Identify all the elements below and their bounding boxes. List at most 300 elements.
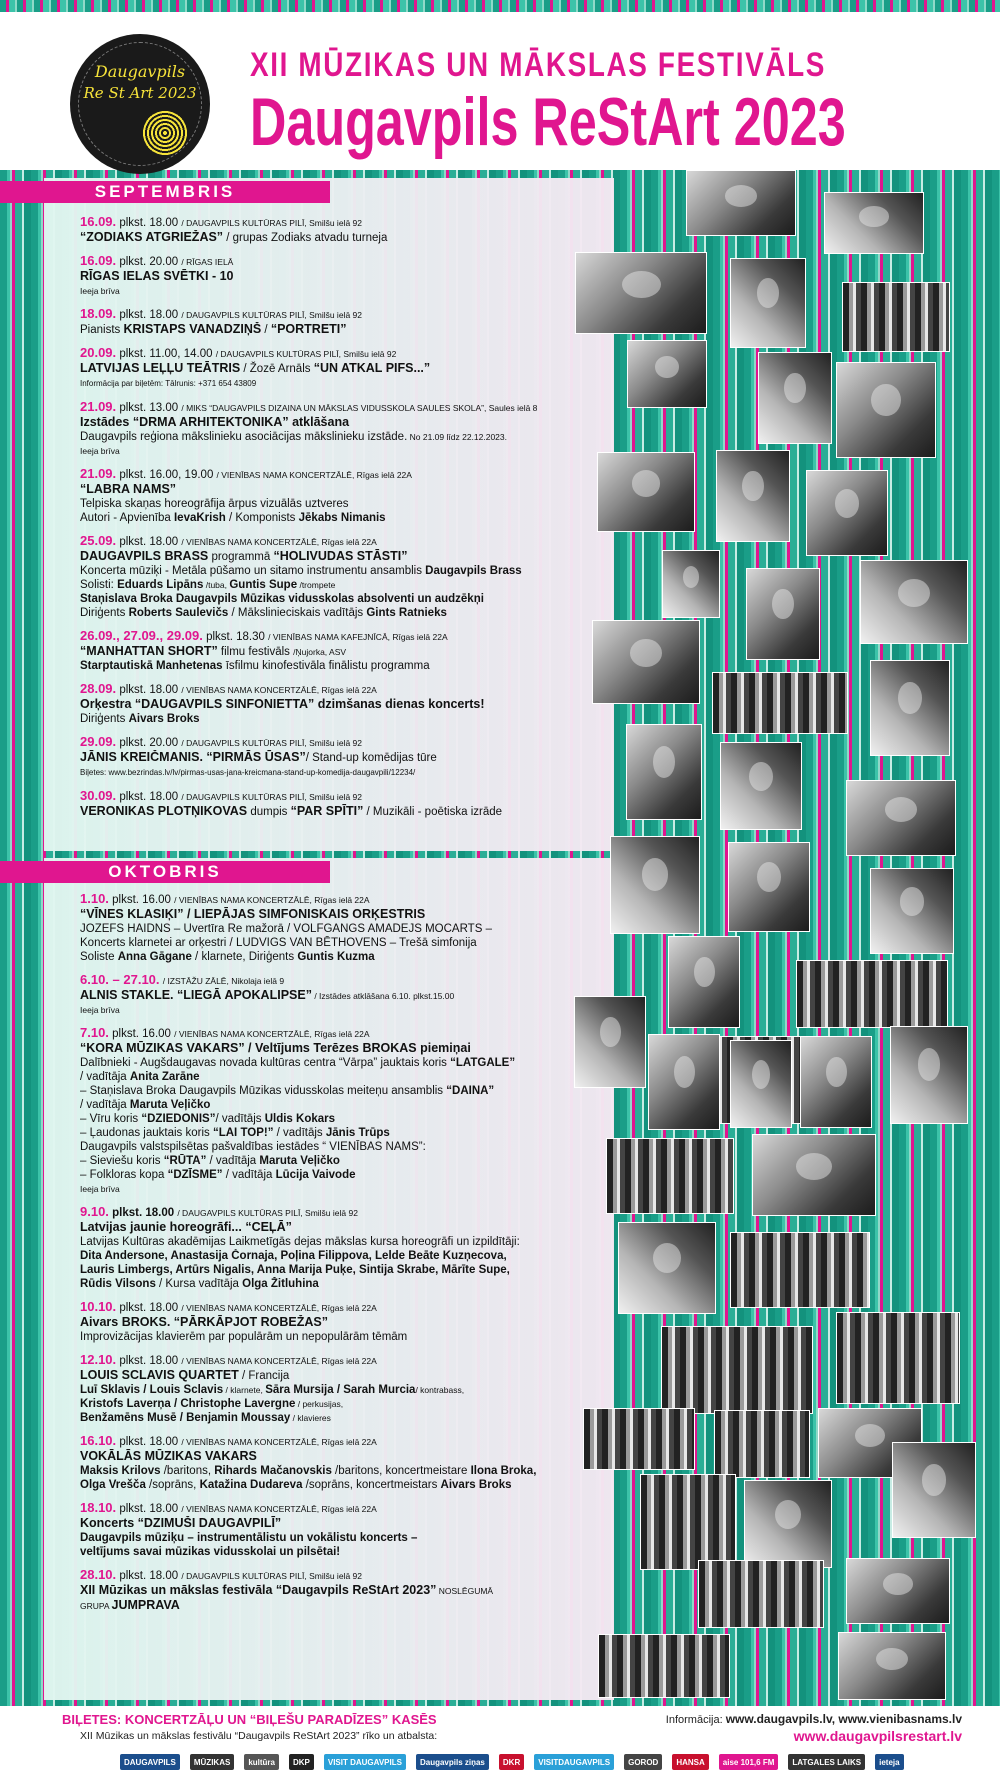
event-date: 21.09. bbox=[80, 467, 117, 481]
event-date: 18.09. bbox=[80, 307, 117, 321]
event-text: Eduards Lipāns bbox=[117, 579, 204, 591]
event-text: plkst. 18.00 bbox=[116, 1503, 182, 1515]
event-date: 21.09. bbox=[80, 400, 117, 414]
event-text: Sāra Mursija / Sarah Murcia bbox=[265, 1384, 416, 1396]
event-text: Kristofs Laverņa / Christophe Lavergne bbox=[80, 1398, 296, 1410]
event-detail-line bbox=[80, 936, 600, 950]
event-text: / VIENĪBAS NAMA KONCERTZĀLĒ, Rīgas ielā 22A bbox=[181, 1437, 377, 1447]
event-text: ALNIS STAKLE. “LIEGĀ APOKALIPSE” bbox=[80, 988, 312, 1002]
photo bbox=[728, 842, 810, 932]
event-detail-line bbox=[80, 1368, 600, 1383]
event-text: – Staņislava Broka Daugavpils Mūzikas vidusskolas meiteņu ansamblis bbox=[80, 1085, 447, 1097]
event-text: Anita Zarāne bbox=[129, 1071, 200, 1083]
event-text: Diriģents bbox=[80, 607, 129, 619]
event-text: Rūdis Vilsons bbox=[80, 1278, 156, 1290]
event-item bbox=[80, 400, 600, 458]
event-text: RĪGAS IELAS SVĒTKI - 10 bbox=[80, 269, 234, 283]
photo bbox=[661, 1326, 813, 1414]
event-detail-line bbox=[80, 230, 600, 245]
sponsor-logo: HANSA bbox=[672, 1754, 708, 1770]
event-detail-line bbox=[80, 606, 600, 620]
photo bbox=[846, 1558, 950, 1624]
event-text: VERONIKAS PLOTŅIKOVAS bbox=[80, 804, 248, 818]
event-text: “DAINA” bbox=[446, 1085, 495, 1097]
event-text: No 21.09 līdz 22.12.2023. bbox=[407, 432, 507, 442]
event-text: plkst. 20.00 bbox=[116, 737, 182, 749]
event-item bbox=[80, 1568, 600, 1613]
event-detail-line bbox=[80, 765, 600, 780]
event-text: Dalībnieki - Augšdaugavas novada kultūras centra “Vārpa” jauktais koris bbox=[80, 1057, 451, 1069]
photo bbox=[892, 1442, 976, 1538]
event-text: Biļetes: www.bezrindas.lv/lv/pirmas-usas-jana-kreicmana-stand-up-komedija-daugavpili/12234/ bbox=[80, 768, 416, 777]
event-detail-line bbox=[80, 482, 600, 497]
sponsor-logo: ieteja bbox=[875, 1754, 903, 1770]
event-detail-line bbox=[80, 1411, 600, 1425]
event-detail-line bbox=[80, 1168, 600, 1182]
sponsor-logo: MŪZIKAS bbox=[190, 1754, 234, 1770]
event-text: Olga Vrešča bbox=[80, 1479, 146, 1491]
photo bbox=[712, 672, 848, 734]
photo bbox=[606, 1138, 734, 1214]
event-detail-line bbox=[80, 376, 600, 391]
event-detail-line bbox=[80, 1263, 600, 1277]
event-text: Ieeja brīva bbox=[80, 286, 120, 296]
event-text: “LABRA NAMS” bbox=[80, 482, 177, 496]
event-detail-line bbox=[80, 1098, 600, 1112]
section-heading-october: OKTOBRIS bbox=[0, 861, 330, 883]
event-text: “DRMA ARHITEKTONIKA” bbox=[132, 415, 289, 429]
event-text: / vadītāja bbox=[206, 1155, 260, 1167]
event-text: Koncerta mūziķi - Metāla pūšamo un sitamo instrumentu ansamblis bbox=[80, 565, 426, 577]
event-text: / vadītāja bbox=[222, 1169, 276, 1181]
event-date-line bbox=[80, 682, 600, 697]
photo bbox=[597, 452, 695, 532]
event-item bbox=[80, 534, 600, 620]
photo bbox=[598, 1634, 730, 1698]
event-detail-line bbox=[80, 1598, 600, 1613]
event-date: 25.09. bbox=[80, 534, 117, 548]
event-date: 6.10. – 27.10. bbox=[80, 973, 160, 987]
event-date: 30.09. bbox=[80, 789, 117, 803]
photo bbox=[668, 936, 740, 1028]
photo bbox=[730, 1232, 870, 1308]
event-text: Luī Sklavis / Louis Sclavis bbox=[80, 1384, 224, 1396]
event-detail-line bbox=[80, 1112, 600, 1126]
photo bbox=[714, 1410, 810, 1478]
event-detail-line bbox=[80, 415, 600, 430]
event-text: Latvijas Kultūras akadēmijas Laikmetīgās dejas mākslas kursa horeogrāfi un izpildītāji: bbox=[80, 1236, 520, 1248]
event-text: / MIKS “DAUGAVPILS DIZAINA UN MĀKSLAS VIDUSSKOLA SAULES SKOLA”, Saules ielā 8 bbox=[181, 403, 538, 413]
info-links[interactable]: www.daugavpils.lv, www.vienibasnams.lv bbox=[725, 1712, 962, 1726]
event-text: Maruta Veļičko bbox=[129, 1099, 211, 1111]
event-detail-line bbox=[80, 712, 600, 726]
sponsor-logo: Daugavpils ziņas bbox=[416, 1754, 489, 1770]
event-detail-line bbox=[80, 1583, 600, 1598]
event-text: Soliste bbox=[80, 951, 118, 963]
event-text: Latvijas jaunie horeogrāfi... “CEĻĀ” bbox=[80, 1220, 292, 1234]
event-date-line bbox=[80, 1501, 600, 1516]
event-detail-line bbox=[80, 1277, 600, 1291]
event-text: VOKĀLĀS MŪZIKAS VAKARS bbox=[80, 1449, 257, 1463]
event-text: Anna Gāgane bbox=[117, 951, 192, 963]
photo bbox=[730, 1040, 792, 1128]
event-text: “PORTRETI” bbox=[270, 322, 347, 336]
event-text: veltījums savai mūzikas vidusskolai un pilsētai! bbox=[80, 1546, 341, 1558]
event-text: Ieeja brīva bbox=[80, 1184, 120, 1194]
photo bbox=[592, 620, 700, 704]
event-text: / vadītājs bbox=[273, 1127, 326, 1139]
event-item bbox=[80, 215, 600, 245]
event-text: Aivars Broks bbox=[128, 713, 200, 725]
event-text: /baritons, koncertmeistare bbox=[331, 1465, 471, 1477]
photo bbox=[618, 1222, 716, 1314]
photo bbox=[744, 1480, 832, 1568]
sponsor-logo: kultūra bbox=[244, 1754, 279, 1770]
event-text: Autori - Apvienība bbox=[80, 512, 174, 524]
event-date-line bbox=[80, 215, 600, 230]
event-date-line bbox=[80, 400, 600, 415]
photo bbox=[870, 660, 950, 756]
event-text: Ilona Broka, bbox=[470, 1465, 537, 1477]
photo bbox=[752, 1134, 876, 1216]
event-text: Gints Ratnieks bbox=[366, 607, 447, 619]
event-text: plkst. 18.00 bbox=[116, 217, 182, 229]
photo bbox=[846, 780, 956, 856]
event-text: Aivars BROKS. “PĀRKĀPJOT ROBEŽAS” bbox=[80, 1315, 328, 1329]
event-text: plkst. 18.00 bbox=[116, 791, 182, 803]
event-date-line bbox=[80, 307, 600, 322]
event-text: “KORA MŪZIKAS VAKARS” / Veltījums Terēzes BROKAS piemiņai bbox=[80, 1041, 471, 1055]
event-text: Orķestra bbox=[80, 697, 135, 711]
photo bbox=[686, 170, 796, 236]
event-date-line bbox=[80, 346, 600, 361]
event-text: Improvizācijas klavierēm par populārām un nepopulārām tēmām bbox=[80, 1331, 408, 1343]
event-detail-line bbox=[80, 1478, 600, 1492]
tickets-info: BIĻETES: KONCERTZĀĻU UN “BIĻEŠU PARADĪZES” KASĒS bbox=[62, 1712, 437, 1727]
photo bbox=[758, 352, 832, 444]
event-detail-line bbox=[80, 549, 600, 564]
event-detail-line bbox=[80, 1235, 600, 1249]
event-text: – Ļaudonas jauktais koris bbox=[80, 1127, 213, 1139]
event-detail-line bbox=[80, 1220, 600, 1235]
event-detail-line bbox=[80, 1182, 600, 1196]
event-text: Solisti: bbox=[80, 579, 118, 591]
info-line bbox=[666, 1712, 962, 1726]
event-date-line bbox=[80, 467, 600, 482]
event-text: dzimšanas dienas koncerts! bbox=[314, 697, 485, 711]
photo bbox=[626, 724, 702, 820]
event-detail-line bbox=[80, 907, 600, 922]
event-item bbox=[80, 1026, 600, 1196]
event-item bbox=[80, 307, 600, 337]
october-events bbox=[80, 892, 600, 1622]
event-text: / Komponists bbox=[225, 512, 299, 524]
event-date: 28.10. bbox=[80, 1568, 117, 1582]
event-detail-line bbox=[80, 1545, 600, 1559]
event-text: “HOLIVUDAS STĀSTI” bbox=[273, 549, 408, 563]
event-text: “RŪTA” bbox=[163, 1155, 207, 1167]
event-text: Uldis Kokars bbox=[264, 1113, 336, 1125]
event-text: / VIENĪBAS NAMA KONCERTZĀLĒ, Rīgas ielā 22A bbox=[174, 895, 370, 905]
event-text: GRUPA bbox=[80, 1601, 112, 1611]
event-date: 16.10. bbox=[80, 1434, 117, 1448]
support-text: XII Mūzikas un mākslas festivālu “Daugavpils ReStArt 2023” rīko un atbalsta: bbox=[80, 1730, 438, 1742]
info-label: Informācija: bbox=[665, 1714, 723, 1726]
event-text: “PAR SPĪTI” bbox=[290, 804, 364, 818]
photo bbox=[890, 1026, 968, 1124]
event-text: Olga Žitluhina bbox=[242, 1278, 319, 1290]
event-detail-line bbox=[80, 644, 600, 659]
event-text: “MANHATTAN SHORT” bbox=[80, 644, 218, 658]
event-text: / RĪGAS IELĀ bbox=[181, 257, 234, 267]
event-text: Lūcija Vaivode bbox=[275, 1169, 356, 1181]
event-text: / DAUGAVPILS KULTŪRAS PILĪ, Smilšu ielā 92 bbox=[181, 218, 362, 228]
photo bbox=[838, 1632, 946, 1700]
photo bbox=[836, 1312, 960, 1404]
event-date-line bbox=[80, 1026, 600, 1041]
event-item bbox=[80, 682, 600, 726]
event-detail-line bbox=[80, 1126, 600, 1140]
photo bbox=[720, 742, 802, 830]
event-date-line bbox=[80, 973, 600, 988]
event-text: / VIENĪBAS NAMA KONCERTZĀLĒ, Rīgas ielā 22A bbox=[181, 537, 377, 547]
photo bbox=[842, 282, 950, 352]
event-detail-line bbox=[80, 1516, 600, 1531]
event-text: JĀNIS KREIČMANIS. “PIRMĀS ŪSAS” bbox=[80, 750, 306, 764]
event-date: 28.09. bbox=[80, 682, 117, 696]
event-date-line bbox=[80, 892, 600, 907]
photo bbox=[640, 1474, 736, 1570]
event-text: Jēkabs Nimanis bbox=[298, 512, 386, 524]
photo bbox=[870, 868, 954, 954]
event-text: Lauris Limbergs, Artūrs Nigalis, Anna Marija Puķe, Sintija Skrabe, Mārīte Supe, bbox=[80, 1264, 510, 1276]
event-text: “VĪNES KLASIĶI” / LIEPĀJAS SIMFONISKAIS ORĶESTRIS bbox=[80, 907, 426, 921]
festival-subtitle: XII MŪZIKAS UN MĀKSLAS FESTIVĀLS bbox=[250, 46, 827, 84]
event-text: / Izstādes atklāšana 6.10. plkst.15.00 bbox=[311, 991, 455, 1001]
event-text: Informācija par biļetēm: Tālrunis: +371 654 43809 bbox=[80, 379, 257, 388]
event-text: / Žozē Arnāls bbox=[240, 363, 314, 375]
event-text: / kontrabass, bbox=[415, 1385, 465, 1395]
event-detail-line bbox=[80, 804, 600, 819]
event-text: Diriģents bbox=[80, 713, 129, 725]
event-date: 20.09. bbox=[80, 346, 117, 360]
event-date: 7.10. bbox=[80, 1026, 109, 1040]
event-item bbox=[80, 1300, 600, 1344]
event-text: atklāšana bbox=[288, 415, 350, 429]
photo bbox=[662, 550, 720, 618]
event-text: “UN ATKAL PIFS...” bbox=[313, 361, 431, 375]
event-text: – Sieviešu koris bbox=[80, 1155, 164, 1167]
event-detail-line bbox=[80, 1531, 600, 1545]
event-text: / klarnete, bbox=[223, 1385, 266, 1395]
event-text: / DAUGAVPILS KULTŪRAS PILĪ, Smilšu ielā 92 bbox=[177, 1208, 358, 1218]
photo bbox=[610, 836, 700, 934]
event-detail-line bbox=[80, 269, 600, 284]
event-date: 16.09. bbox=[80, 254, 117, 268]
event-text: Aivars Broks bbox=[440, 1479, 512, 1491]
event-text: /tuba, bbox=[203, 580, 230, 590]
event-detail-line bbox=[80, 430, 600, 444]
event-text: “DZIEDONIS” bbox=[141, 1113, 216, 1125]
event-detail-line bbox=[80, 1056, 600, 1070]
event-text: / DAUGAVPILS KULTŪRAS PILĪ, Smilšu ielā 92 bbox=[215, 349, 397, 359]
event-text: / perkusijas, bbox=[295, 1399, 344, 1409]
event-text: Jānis Trūps bbox=[325, 1127, 390, 1139]
event-text: / VIENĪBAS NAMA KONCERTZĀLĒ, Rīgas ielā 22A bbox=[174, 1029, 370, 1039]
event-date-line bbox=[80, 1353, 600, 1368]
photo bbox=[716, 450, 790, 542]
sponsor-logo: VISITDAUGAVPILS bbox=[534, 1754, 614, 1770]
event-detail-line bbox=[80, 1464, 600, 1478]
event-detail-line bbox=[80, 950, 600, 964]
event-text: Pianists bbox=[80, 324, 124, 336]
event-text: / DAUGAVPILS KULTŪRAS PILĪ, Smilšu ielā 92 bbox=[181, 310, 362, 320]
event-detail-line bbox=[80, 1140, 600, 1154]
event-text: plkst. 16.00, 19.00 bbox=[116, 469, 217, 481]
event-item bbox=[80, 735, 600, 780]
event-text: Telpiska skaņas horeogrāfija ārpus vizuālās uztveres bbox=[80, 498, 349, 510]
event-text: Katažina Dudareva bbox=[199, 1479, 303, 1491]
sponsor-logo: aise 101,6 FM bbox=[719, 1754, 779, 1770]
sponsor-logo: DKR bbox=[499, 1754, 524, 1770]
event-detail-line bbox=[80, 659, 600, 673]
event-text: /soprāns, bbox=[145, 1479, 200, 1491]
event-item bbox=[80, 1353, 600, 1425]
event-detail-line bbox=[80, 564, 600, 578]
event-date-line bbox=[80, 735, 600, 750]
event-text: plkst. 18.30 bbox=[202, 631, 269, 643]
event-text: Rihards Mačanovskis bbox=[214, 1465, 332, 1477]
event-text: / VIENĪBAS NAMA KAFEJNĪCĀ, Rīgas ielā 22A bbox=[268, 632, 448, 642]
event-text: / Mākslinieciskais vadītājs bbox=[228, 607, 367, 619]
event-item bbox=[80, 467, 600, 525]
event-item bbox=[80, 346, 600, 391]
september-events bbox=[80, 215, 600, 828]
event-text: /Ņujorka, ASV bbox=[293, 647, 347, 657]
event-text: Daugavpils valstspilsētas pašvaldības iestādes “ VIENĪBAS NAMS”: bbox=[80, 1141, 426, 1153]
event-detail-line bbox=[80, 1249, 600, 1263]
event-detail-line bbox=[80, 284, 600, 298]
event-text: plkst. 18.00 bbox=[116, 309, 182, 321]
event-text: Dita Andersone, Anastasija Čornaja, Poļina Filippova, Lelde Beāte Kuzņecova, bbox=[80, 1250, 507, 1262]
event-text: “LAI TOP!” bbox=[212, 1127, 274, 1139]
event-detail-line bbox=[80, 361, 600, 376]
photo bbox=[746, 568, 820, 660]
event-text: / klavieres bbox=[290, 1413, 331, 1423]
event-text: IevaKrish bbox=[173, 512, 226, 524]
event-detail-line bbox=[80, 497, 600, 511]
event-item bbox=[80, 892, 600, 964]
event-detail-line bbox=[80, 750, 600, 765]
event-detail-line bbox=[80, 697, 600, 712]
event-text: plkst. 18.00 bbox=[108, 1207, 178, 1219]
event-text: / klarnete, Diriģents bbox=[191, 951, 298, 963]
event-detail-line bbox=[80, 1315, 600, 1330]
event-text: / DAUGAVPILS KULTŪRAS PILĪ, Smilšu ielā 92 bbox=[181, 1571, 362, 1581]
event-item bbox=[80, 629, 600, 673]
event-text: JUMPRAVA bbox=[111, 1598, 180, 1612]
event-text: / VIENĪBAS NAMA KONCERTZĀLĒ, Rīgas ielā 22A bbox=[216, 470, 412, 480]
event-text: Maruta Veļičko bbox=[259, 1155, 340, 1167]
event-text: īsfilmu kinofestivāla finālistu programma bbox=[222, 660, 430, 672]
event-text: / Francija bbox=[238, 1370, 290, 1382]
event-text: Daugavpils reģiona mākslinieku asociācijas mākslinieku izstāde. bbox=[80, 431, 408, 443]
photo bbox=[800, 1036, 872, 1128]
event-text: KRISTAPS VANADZIŅŠ bbox=[123, 322, 262, 336]
photo bbox=[806, 470, 888, 556]
event-text: Koncerts “DZIMUŠI DAUGAVPILĪ” bbox=[80, 1516, 282, 1530]
event-text: / VIENĪBAS NAMA KONCERTZĀLĒ, Rīgas ielā 22A bbox=[181, 1356, 377, 1366]
event-detail-line bbox=[80, 511, 600, 525]
event-item bbox=[80, 1434, 600, 1492]
event-detail-line bbox=[80, 578, 600, 592]
event-item bbox=[80, 1205, 600, 1291]
event-text: DAUGAVPILS BRASS bbox=[80, 549, 209, 563]
event-text: Maksis Krilovs bbox=[80, 1465, 161, 1477]
photo bbox=[796, 960, 948, 1028]
event-text: “DAUGAVPILS SINFONIETTA” bbox=[134, 697, 315, 711]
event-date-line bbox=[80, 1434, 600, 1449]
event-text: Starptautiskā Manhetenas bbox=[80, 660, 223, 672]
event-item bbox=[80, 1501, 600, 1559]
event-date: 29.09. bbox=[80, 735, 117, 749]
event-text: plkst. 11.00, 14.00 bbox=[116, 348, 216, 360]
event-text: /soprāns, koncertmeistars bbox=[302, 1479, 441, 1491]
festival-website-link[interactable]: www.daugavpilsrestart.lv bbox=[793, 1728, 962, 1744]
sponsor-logo: DKP bbox=[289, 1754, 314, 1770]
event-text: / DAUGAVPILS KULTŪRAS PILĪ, Smilšu ielā 92 bbox=[181, 792, 362, 802]
event-date: 1.10. bbox=[80, 892, 109, 906]
event-text: Guntis Supe bbox=[229, 579, 298, 591]
event-detail-line bbox=[80, 1070, 600, 1084]
footer bbox=[0, 1706, 1000, 1778]
event-text: plkst. 16.00 bbox=[108, 1028, 175, 1040]
photo bbox=[627, 340, 707, 408]
photo bbox=[730, 258, 806, 348]
event-date: 10.10. bbox=[80, 1300, 117, 1314]
event-detail-line bbox=[80, 322, 600, 337]
event-text: Guntis Kuzma bbox=[297, 951, 375, 963]
event-detail-line bbox=[80, 1449, 600, 1464]
sponsor-logo: VISIT DAUGAVPILS bbox=[324, 1754, 406, 1770]
event-text: plkst. 20.00 bbox=[116, 256, 182, 268]
event-text: plkst. 16.00 bbox=[108, 894, 175, 906]
event-detail-line bbox=[80, 1003, 600, 1017]
logo-line2: Re St Art 2023 bbox=[83, 84, 197, 102]
event-text: “LATGALE” bbox=[450, 1057, 516, 1069]
event-text: Ieeja brīva bbox=[80, 1005, 120, 1015]
event-text: Daugavpils Brass bbox=[425, 565, 522, 577]
event-text: Izstādes bbox=[80, 415, 133, 429]
event-text: / IZSTĀŽU ZĀLĒ, Nikolaja ielā 9 bbox=[162, 976, 285, 986]
event-text: / Muzikāli - poētiska izrāde bbox=[363, 806, 503, 818]
event-text: plkst. 18.00 bbox=[116, 684, 182, 696]
event-detail-line bbox=[80, 922, 600, 936]
event-text: NOSLĒGUMĀ bbox=[436, 1586, 494, 1596]
event-text: plkst. 18.00 bbox=[116, 1436, 182, 1448]
event-item bbox=[80, 973, 600, 1017]
event-text: “ZODIAKS ATGRIEŽAS” bbox=[80, 230, 224, 244]
event-date-line bbox=[80, 789, 600, 804]
event-text: Ieeja brīva bbox=[80, 446, 120, 456]
event-date-line bbox=[80, 254, 600, 269]
event-text: / VIENĪBAS NAMA KONCERTZĀLĒ, Rīgas ielā 22A bbox=[181, 1303, 377, 1313]
event-item bbox=[80, 254, 600, 298]
event-text: LATVIJAS LEĻĻU TEĀTRIS bbox=[80, 361, 241, 375]
sponsor-logo: GOROD bbox=[624, 1754, 662, 1770]
event-text: LOUIS SCLAVIS QUARTET bbox=[80, 1368, 239, 1382]
event-text: Staņislava Broka Daugavpils Mūzikas vidusskolas absolventi un audzēkņi bbox=[80, 593, 484, 605]
